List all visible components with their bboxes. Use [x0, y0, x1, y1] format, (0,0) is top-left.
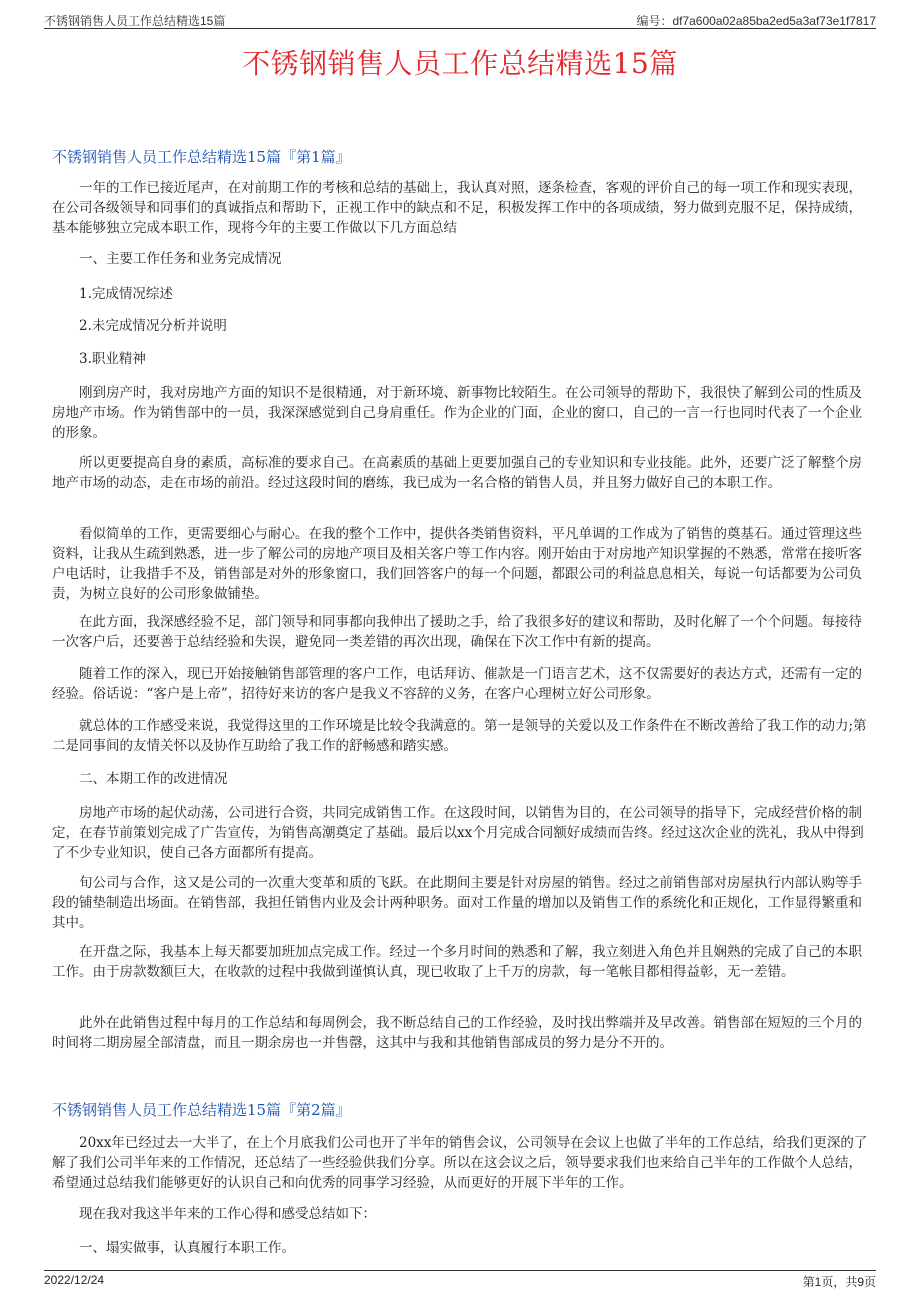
paragraph: 房地产市场的起伏动荡，公司进行合资，共同完成销售工作。在这段时间，以销售为目的，在公司领导的指导下，完成经营价格的制定，在春节前策划完成了广告宣传，为销售高潮奠定了基础。最后以xx个月完成合同额好成绩而告终。经过这次企业的洗礼，我从中得到了不少专业知识，使自己各方面都所有提高。	[52, 805, 864, 861]
footer-page-number: 第1页，共9页	[802, 1275, 876, 1289]
paragraph: 此外在此销售过程中每月的工作总结和每周例会，我不断总结自己的工作经验，及时找出弊端并及早改善。销售部在短短的三个月的时间将二期房屋全部清盘，而且一期余房也一并售罄，这其中与我和其他销售部成员的努力是分不开的。	[52, 1015, 862, 1051]
paragraph: 所以更要提高自身的素质，高标准的要求自己。在高素质的基础上更要加强自己的专业知识和专业技能。此外，还要广泛了解整个房地产市场的动态，走在市场的前沿。经过这段时间的磨练，我已成为一名合格的销售人员，并且努力做好自己的本职工作。	[52, 455, 862, 491]
paragraph: 随着工作的深入，现已开始接触销售部管理的客户工作，电话拜访、催款是一门语言艺术，这不仅需要好的表达方式，还需有一定的经验。俗话说：“客户是上帝”，招待好来访的客户是我义不容辞的义务，在客户心理树立好公司形象。	[52, 666, 862, 702]
paragraph: 就总体的工作感受来说，我觉得这里的工作环境是比较令我满意的。第一是领导的关爱以及工作条件在不断改善给了我工作的动力;第二是同事间的友情关怀以及协作互助给了我工作的舒畅感和踏实感。	[52, 718, 867, 754]
header-doc-number: 编号：df7a600a02a85ba2ed5a3af73e1f7817	[636, 14, 876, 28]
footer-date: 2022/12/24	[44, 1273, 105, 1287]
paragraph: 在开盘之际，我基本上每天都要加班加点完成工作。经过一个多月时间的熟悉和了解，我立刻进入角色并且娴熟的完成了自己的本职工作。由于房款数额巨大，在收款的过程中我做到谨慎认真，现已收取了上千万的房款，每一笔帐目都相得益彰，无一差错。	[52, 944, 862, 980]
paragraph: 现在我对我这半年来的工作心得和感受总结如下：	[79, 1206, 376, 1222]
header-doc-title: 不锈钢销售人员工作总结精选15篇	[44, 14, 226, 28]
paragraph: 二、本期工作的改进情况	[79, 771, 228, 787]
document-title: 不锈钢销售人员工作总结精选15篇	[242, 47, 678, 80]
paragraph: 1.完成情况综述	[79, 286, 173, 302]
section-heading-2: 不锈钢销售人员工作总结精选15篇『第2篇』	[52, 1101, 351, 1119]
paragraph: 旬公司与合作，这又是公司的一次重大变革和质的飞跃。在此期间主要是针对房屋的销售。经过之前销售部对房屋执行内部认购等手段的铺垫制造出场面。在销售部，我担任销售内业及会计两种职务。面对工作量的增加以及销售工作的系统化和正规化，工作显得繁重和其中。	[52, 875, 862, 931]
paragraph: 一、塌实做事，认真履行本职工作。	[79, 1240, 295, 1256]
paragraph: 刚到房产时，我对房地产方面的知识不是很精通，对于新环境、新事物比较陌生。在公司领导的帮助下，我很快了解到公司的性质及房地产市场。作为销售部中的一员，我深深感觉到自己身肩重任。作为企业的门面，企业的窗口，自己的一言一行也同时代表了一个企业的形象。	[52, 385, 862, 441]
paragraph: 看似简单的工作，更需要细心与耐心。在我的整个工作中，提供各类销售资料，平凡单调的工作成为了销售的奠基石。通过管理这些资料，让我从生疏到熟悉，进一步了解公司的房地产项目及相关客户等工作内容。刚开始由于对房地产知识掌握的不熟悉，常常在接听客户电话时，让我措手不及，销售部是对外的形象窗口，我们回答客户的每一个问题，都跟公司的利益息息相关，每说一句话都要为公司负责，为树立良好的公司形象做铺垫。	[52, 526, 862, 602]
paragraph: 一年的工作已接近尾声，在对前期工作的考核和总结的基础上，我认真对照，逐条检查，客观的评价自己的每一项工作和现实表现，在公司各级领导和同事们的真诚指点和帮助下，正视工作中的缺点和不足，积极发挥工作中的各项成绩，努力做到克服不足，保持成绩，基本能够独立完成本职工作，现将今年的主要工作做以下几方面总结	[52, 180, 862, 236]
paragraph: 在此方面，我深感经验不足，部门领导和同事都向我伸出了援助之手，给了我很多好的建议和帮助，及时化解了一个个问题。每接待一次客户后，还要善于总结经验和失误，避免同一类差错的再次出现，确保在下次工作中有新的提高。	[52, 614, 862, 650]
page-footer	[44, 1270, 876, 1289]
page-header	[44, 10, 876, 29]
section-heading-1: 不锈钢销售人员工作总结精选15篇『第1篇』	[52, 148, 351, 166]
paragraph: 20xx年已经过去一大半了，在上个月底我们公司也开了半年的销售会议，公司领导在会议上也做了半年的工作总结，给我们更深的了解了我们公司半年来的工作情况，还总结了一些经验供我们分享。所以在这会议之后，领导要求我们也来给自己半年的工作做个人总结，希望通过总结我们能够更好的认识自己和向优秀的同事学习经验，从而更好的开展下半年的工作。	[52, 1135, 868, 1191]
paragraph: 2.未完成情况分析并说明	[79, 318, 227, 334]
paragraph: 一、主要工作任务和业务完成情况	[79, 251, 282, 267]
paragraph: 3.职业精神	[79, 351, 146, 367]
